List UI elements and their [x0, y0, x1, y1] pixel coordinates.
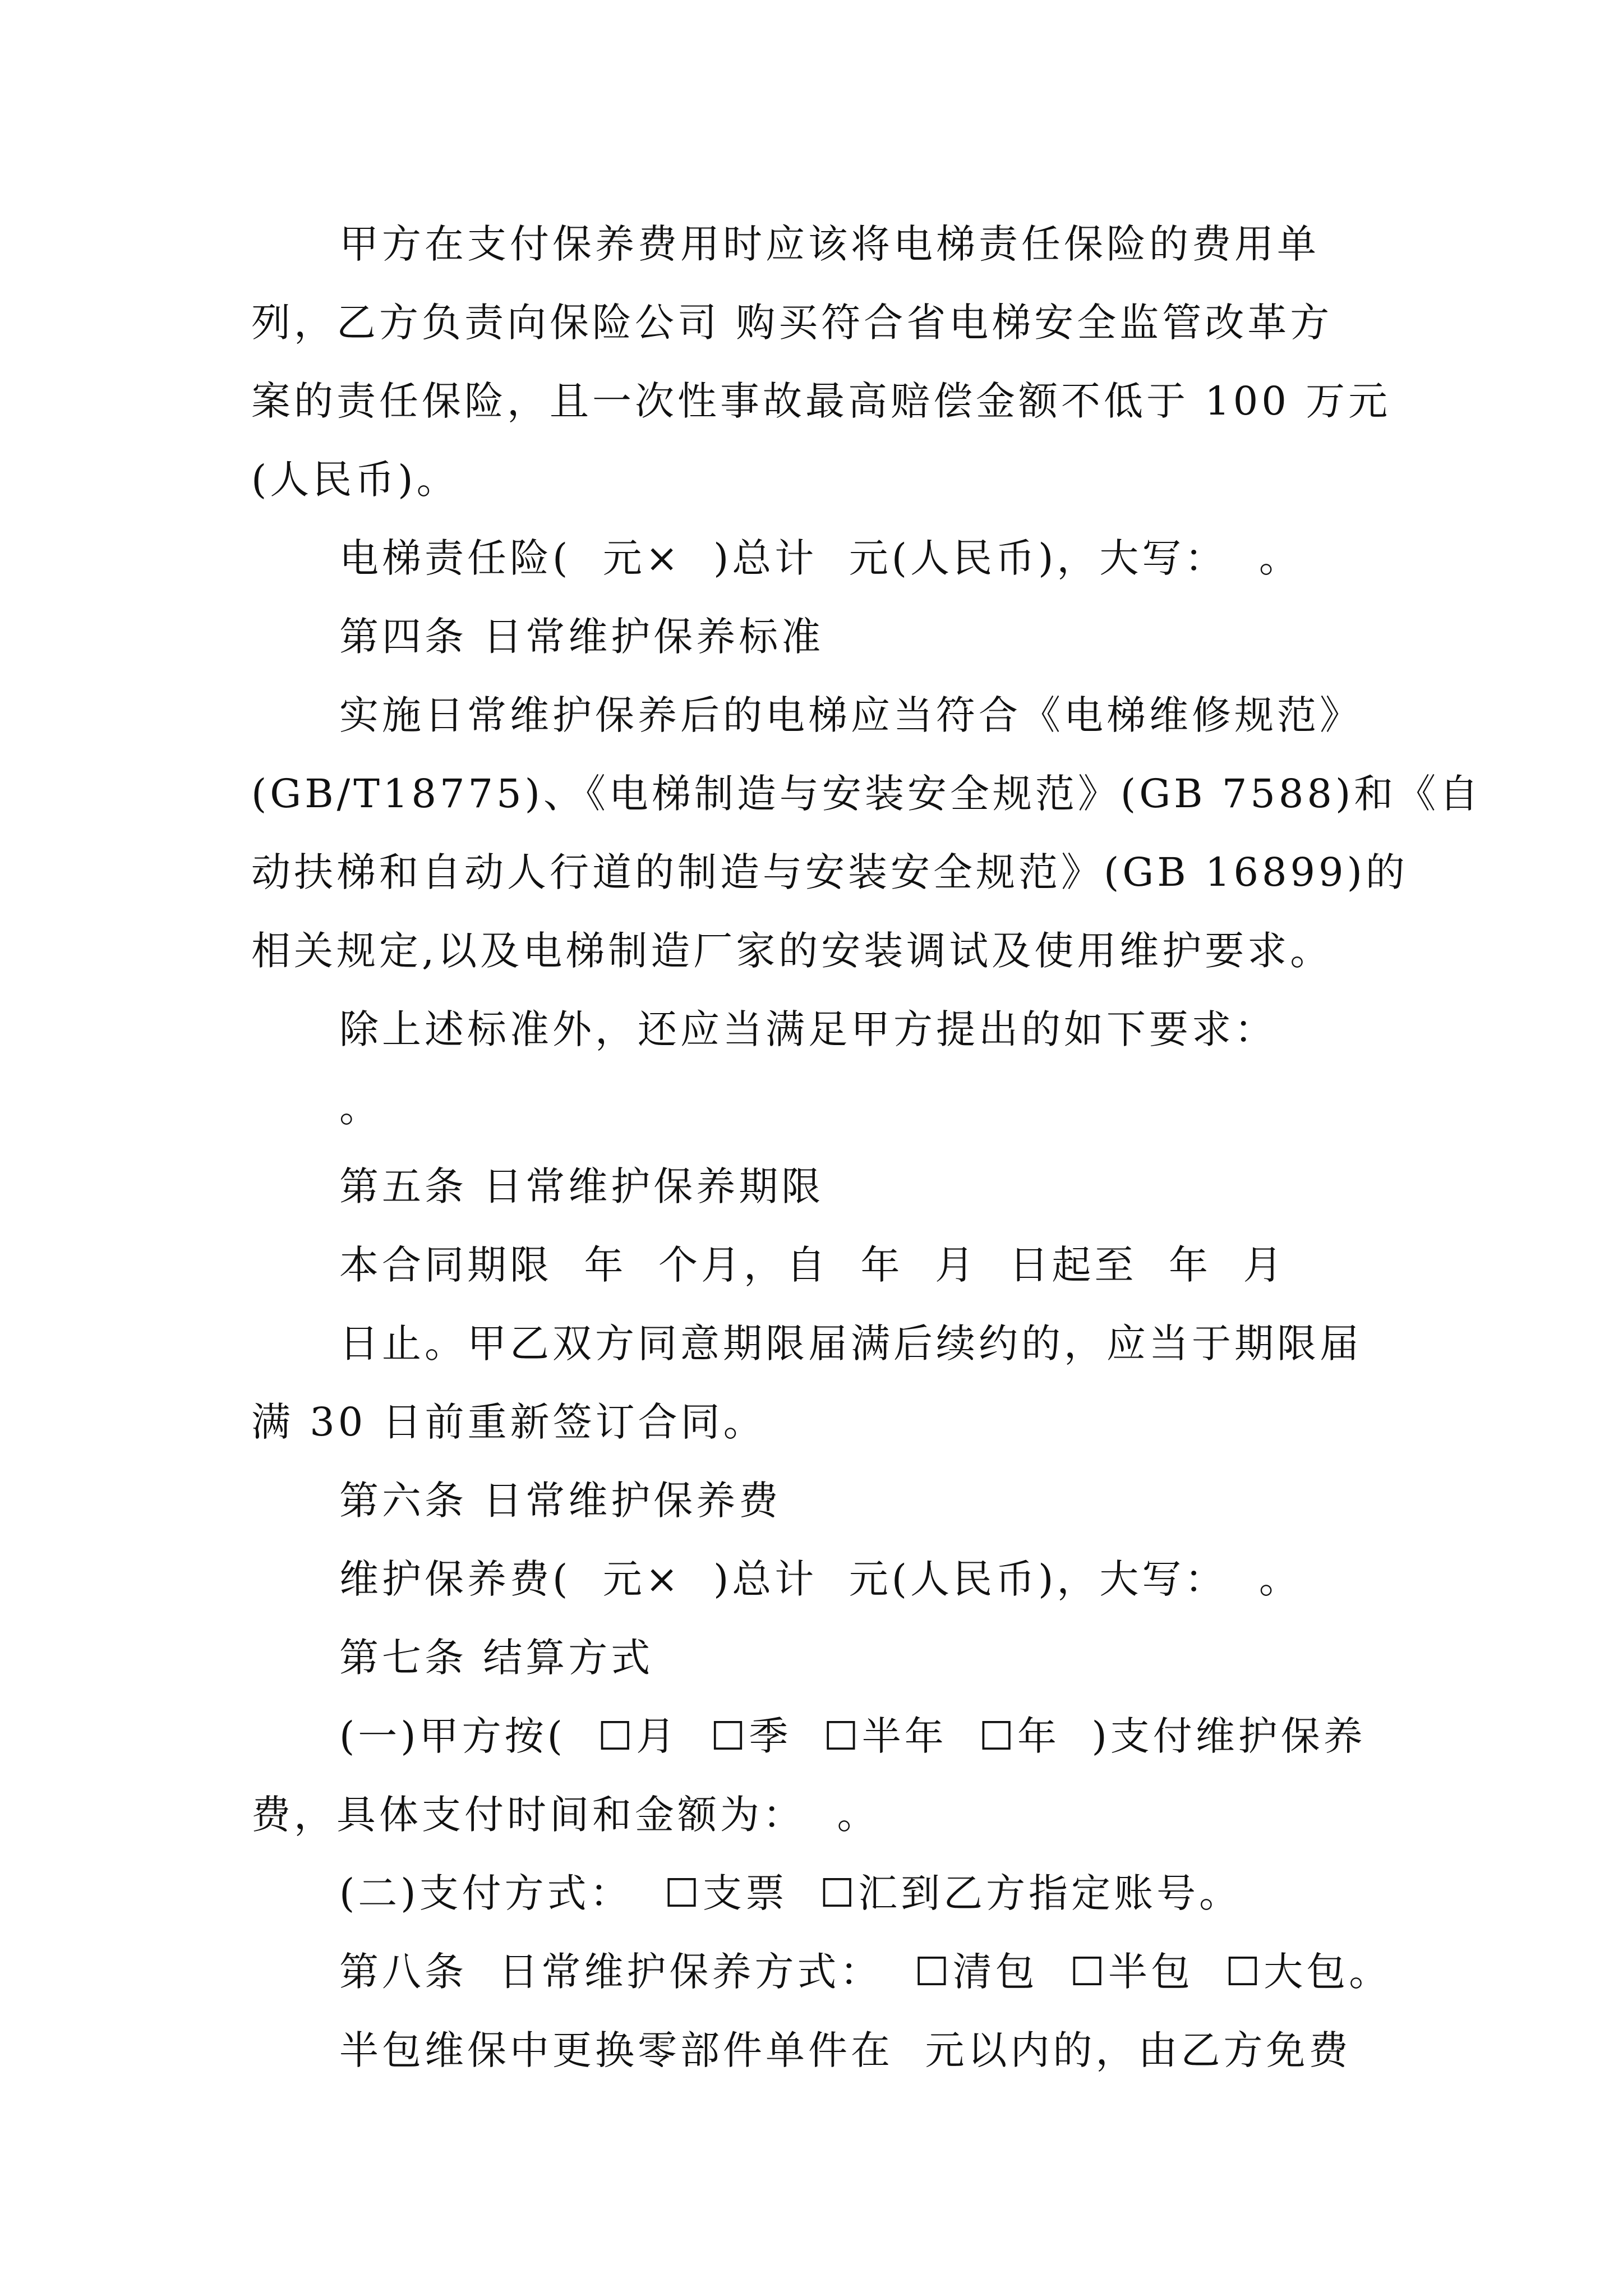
paragraph-line: 费，具体支付时间和金额为： 。 — [251, 1792, 880, 1838]
section-heading: 第八条 日常维护保养方式： ☐清包 ☐半包 ☐大包。 — [339, 1949, 1392, 1995]
paragraph-line: 动扶梯和自动人行道的制造与安装安全规范》(GB 16899)的 — [251, 849, 1408, 895]
section-heading: 第五条 日常维护保养期限 — [339, 1163, 824, 1209]
paragraph-line: 电梯责任险( 元× )总计 元(人民币)，大写： 。 — [339, 535, 1302, 581]
paragraph-line: 实施日常维护保养后的电梯应当符合《电梯维修规范》 — [339, 692, 1362, 738]
paragraph-line: (二)支付方式： ☐支票 ☐汇到乙方指定账号。 — [339, 1870, 1242, 1916]
paragraph-line: (一)甲方按( ☐月 ☐季 ☐半年 ☐年 )支付维护保养 — [339, 1713, 1366, 1759]
paragraph-line: 案的责任保险，且一次性事故最高赔偿金额不低于 100 万元 — [251, 378, 1391, 424]
paragraph-line: 甲方在支付保养费用时应该将电梯责任保险的费用单 — [339, 221, 1320, 267]
paragraph-line: 半包维保中更换零部件单件在 元以内的，由乙方免费 — [339, 2027, 1352, 2073]
paragraph-line: 列，乙方负责向保险公司 购买符合省电梯安全监管改革方 — [251, 300, 1333, 346]
paragraph-line: 维护保养费( 元× )总计 元(人民币)，大写： 。 — [339, 1556, 1302, 1602]
section-heading: 第七条 结算方式 — [339, 1635, 654, 1681]
paragraph-line: 除上述标准外，还应当满足甲方提出的如下要求： — [339, 1006, 1277, 1052]
paragraph-line: 日止。甲乙双方同意期限届满后续约的，应当于期限届 — [339, 1320, 1362, 1366]
section-heading: 第四条 日常维护保养标准 — [339, 614, 824, 660]
paragraph-line: (GB/T18775)、《电梯制造与安装安全规范》(GB 7588)和《自 — [251, 771, 1482, 817]
paragraph-line: 满 30 日前重新签订合同。 — [251, 1399, 766, 1445]
paragraph-line: 。 — [339, 1085, 382, 1131]
paragraph-line: 本合同期限 年 个月，自 年 月 日起至 年 月 — [339, 1242, 1286, 1288]
paragraph-line: 相关规定,以及电梯制造厂家的安装调试及使用维护要求。 — [251, 928, 1333, 974]
section-heading: 第六条 日常维护保养费 — [339, 1478, 782, 1524]
paragraph-line: (人民币)。 — [251, 457, 459, 503]
